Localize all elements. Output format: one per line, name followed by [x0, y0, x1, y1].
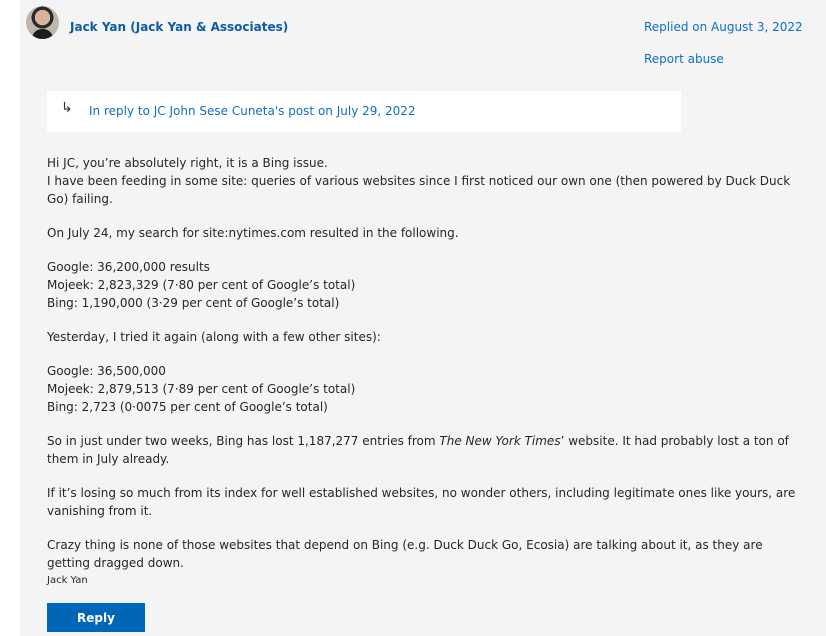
- body-line: Mojeek: 2,823,329 (7·80 per cent of Google’s total): [47, 278, 356, 292]
- body-paragraph: If it’s losing so much from its index for well established websites, no wonder others, including legitimate ones like yours, are vanishing from it.: [47, 486, 796, 518]
- in-reply-link[interactable]: In reply to JC John Sese Cuneta's post on July 29, 2022: [89, 104, 416, 118]
- avatar-figure: [32, 29, 53, 39]
- body-line: Bing: 2,723 (0·0075 per cent of Google’s total): [47, 400, 328, 414]
- reply-arrow-icon: ↳: [61, 100, 73, 116]
- reply-button[interactable]: Reply: [47, 603, 145, 632]
- signature: Jack Yan: [47, 575, 88, 586]
- reply-card: [20, 0, 826, 636]
- body-paragraph: So in just under two weeks, Bing has lost 1,187,277 entries from The New York Times’ website. It had probably lost a ton of them in July already.: [47, 434, 789, 466]
- replied-date: Replied on August 3, 2022: [644, 20, 803, 34]
- post-body: [47, 154, 797, 590]
- body-line: Bing: 1,190,000 (3·29 per cent of Google’s total): [47, 296, 340, 310]
- body-line: I have been feeding in some site: queries of various websites since I first noticed our own one (then powered by Duck Duck Go) failing.: [47, 174, 791, 206]
- body-line: Google: 36,200,000 results: [47, 260, 210, 274]
- author-name-link[interactable]: Jack Yan (Jack Yan & Associates): [70, 20, 289, 34]
- body-line: Hi JC, you’re absolutely right, it is a Bing issue.: [47, 156, 328, 170]
- body-line: Google: 36,500,000: [47, 364, 166, 378]
- body-line: Mojeek: 2,879,513 (7·89 per cent of Google’s total): [47, 382, 356, 396]
- avatar[interactable]: [26, 6, 59, 39]
- body-line: Yesterday, I tried it again (along with a few other sites):: [47, 330, 381, 344]
- report-abuse-link[interactable]: Report abuse: [644, 52, 724, 66]
- publication-title: The New York Times: [439, 434, 561, 448]
- in-reply-box[interactable]: [47, 91, 681, 132]
- body-paragraph: Crazy thing is none of those websites that depend on Bing (e.g. Duck Duck Go, Ecosia) are talking about it, as they are getting dragged down.: [47, 538, 763, 570]
- body-line: On July 24, my search for site:nytimes.com resulted in the following.: [47, 226, 459, 240]
